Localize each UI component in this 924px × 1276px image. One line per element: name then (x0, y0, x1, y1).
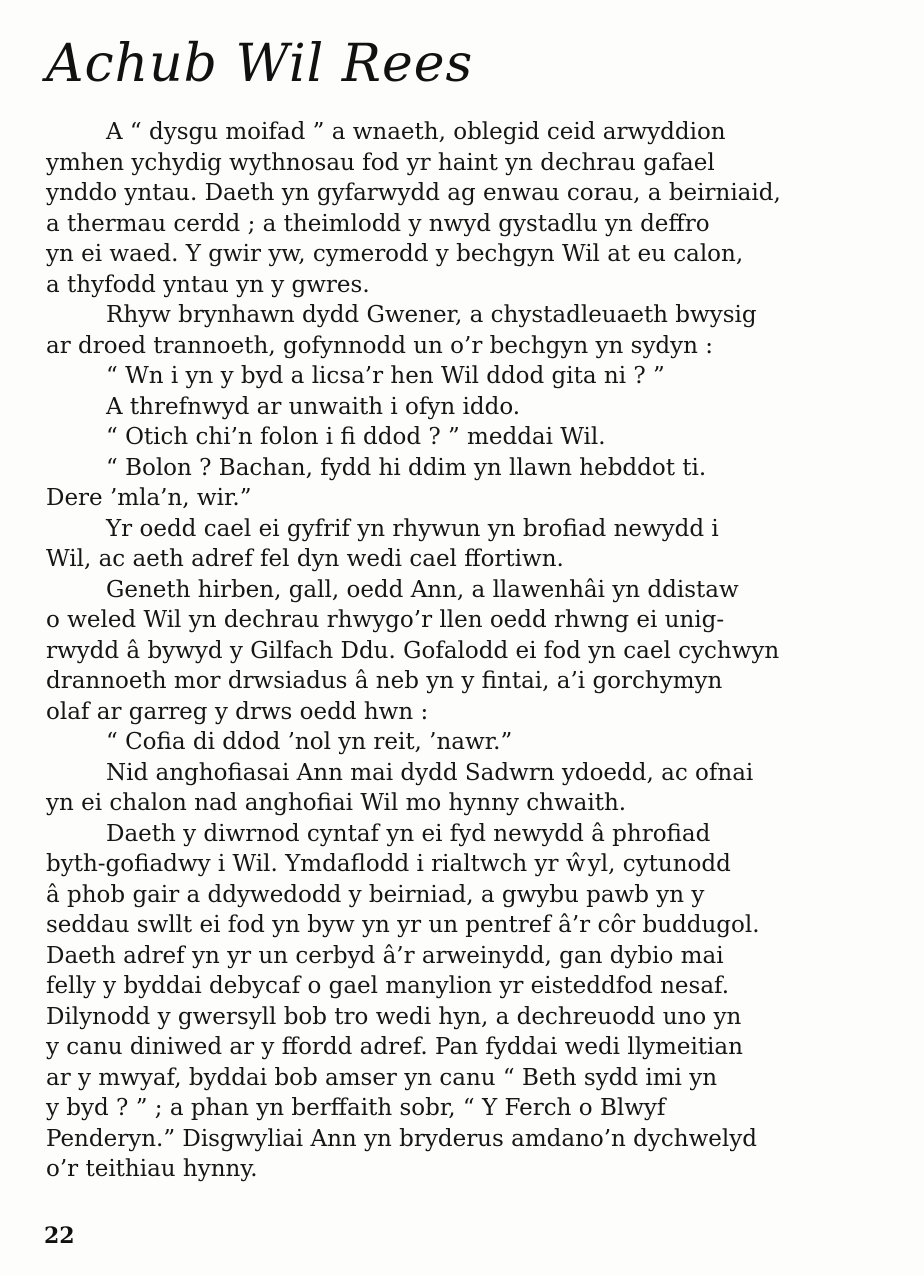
text-line: a thyfodd yntau yn y gwres. (46, 271, 370, 298)
text-line: “ Otich chi’n folon i fi ddod ? ” meddai Wil. (106, 424, 606, 450)
text-line: Yr oedd cael ei gyfrif yn rhywun yn brofiad newydd i (106, 515, 719, 542)
text-line: drannoeth mor drwsiadus â neb yn y fintai, a’i gorchymyn (46, 668, 723, 694)
text-line: yn ei waed. Y gwir yw, cymerodd y bechgyn Wil at eu calon, (46, 241, 744, 267)
text-line: Geneth hirben, gall, oedd Ann, a llawenhâi yn ddistaw (106, 576, 739, 603)
text-line: o’r teithiau hynny. (46, 1156, 258, 1182)
text-line: A threfnwyd ar unwaith i ofyn iddo. (106, 393, 521, 420)
text-line: o weled Wil yn dechrau rhwygo’r llen oedd rhwng ei unig- (46, 607, 725, 633)
text-line: Dere ’mla’n, wir.” (46, 485, 252, 511)
text-line: yn ei chalon nad anghofiai Wil mo hynny chwaith. (46, 790, 627, 816)
text-line: Daeth adref yn yr un cerbyd â’r arweinydd, gan dybio mai (46, 942, 724, 969)
chapter-title: Achub Wil Rees (46, 34, 474, 94)
text-line: y canu diniwed ar y ffordd adref. Pan fyddai wedi llymeitian (46, 1034, 743, 1060)
text-line: Dilynodd y gwersyll bob tro wedi hyn, a dechreuodd uno yn (46, 1003, 742, 1030)
text-line: ar y mwyaf, byddai bob amser yn canu “ Beth sydd imi yn (46, 1064, 718, 1091)
text-line: Penderyn.” Disgwyliai Ann yn bryderus amdano’n dychwelyd (46, 1125, 757, 1152)
text-line: “ Wn i yn y byd a licsa’r hen Wil ddod gita ni ? ” (106, 363, 665, 389)
text-line: A “ dysgu moifad ” a wnaeth, oblegid ceid arwyddion (106, 119, 726, 145)
text-line: olaf ar garreg y drws oedd hwn : (46, 698, 429, 725)
text-line: byth-gofiadwy i Wil. Ymdaflodd i rialtwch yr ŵyl, cytunodd (46, 851, 731, 877)
page-number: 22 (44, 1223, 75, 1249)
text-line: ar droed trannoeth, gofynnodd un o’r bechgyn yn sydyn : (46, 332, 714, 359)
text-line: y byd ? ” ; a phan yn berffaith sobr, “ Y Ferch o Blwyf (46, 1095, 666, 1121)
text-line: “ Cofia di ddod ’nol yn reit, ’nawr.” (106, 729, 513, 755)
text-line: ymhen ychydig wythnosau fod yr haint yn dechrau gafael (46, 149, 715, 176)
body-text (46, 117, 868, 1185)
text-line: felly y byddai debycaf o gael manylion yr eisteddfod nesaf. (46, 973, 730, 999)
text-line: “ Bolon ? Bachan, fydd hi ddim yn llawn hebddot ti. (106, 454, 707, 481)
text-line: Nid anghofiasai Ann mai dydd Sadwrn ydoedd, ac ofnai (106, 759, 754, 786)
text-line: seddau swllt ei fod yn byw yn yr un pentref â’r côr buddugol. (46, 912, 760, 938)
text-line: rwydd â bywyd y Gilfach Ddu. Gofalodd ei fod yn cael cychwyn (46, 637, 780, 664)
text-line: a thermau cerdd ; a theimlodd y nwyd gystadlu yn deffro (46, 210, 710, 237)
text-line: Rhyw brynhawn dydd Gwener, a chystadleuaeth bwysig (106, 302, 757, 328)
text-line: ynddo yntau. Daeth yn gyfarwydd ag enwau corau, a beirniaid, (46, 180, 781, 206)
text-line: Daeth y diwrnod cyntaf yn ei fyd newydd â phrofiad (106, 820, 711, 847)
text-line: Wil, ac aeth adref fel dyn wedi cael ffortiwn. (46, 546, 564, 572)
text-line: â phob gair a ddywedodd y beirniad, a gwybu pawb yn y (46, 881, 705, 908)
